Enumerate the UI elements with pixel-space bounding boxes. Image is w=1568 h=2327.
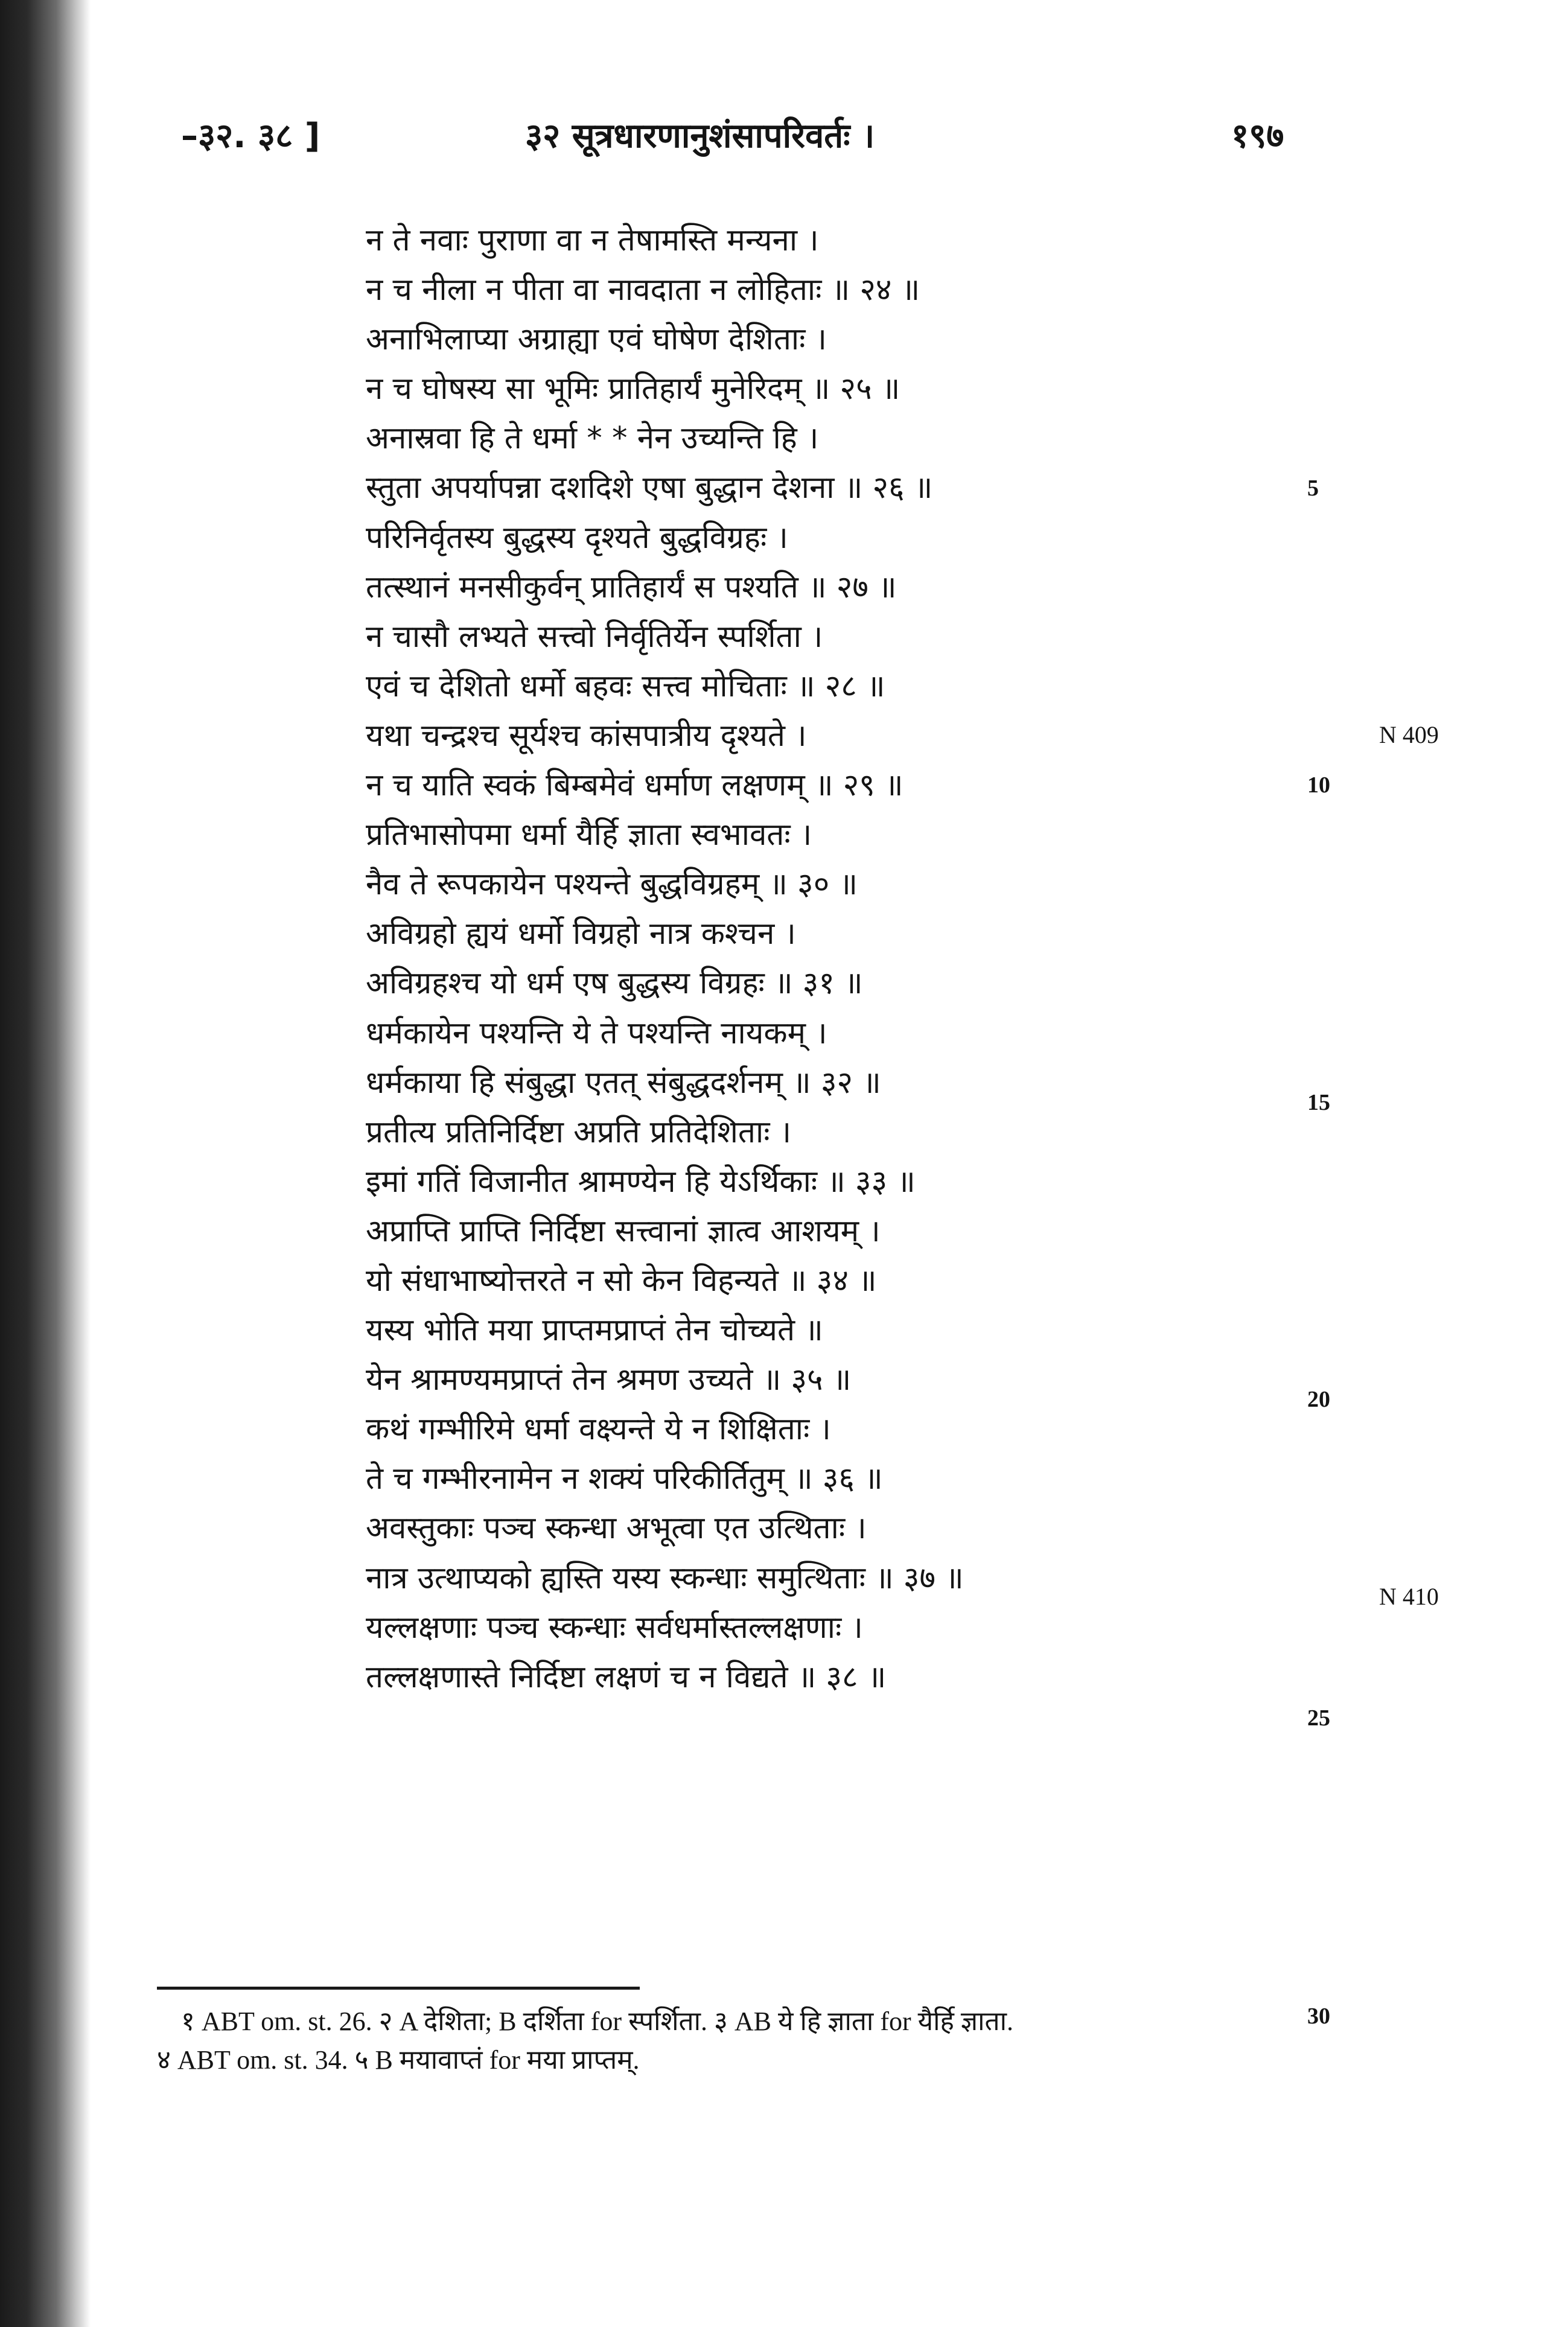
verse-line: एवं च देशितो धर्मो बहवः सत्त्व मोचिताः ॥ २८ ॥ <box>366 668 885 704</box>
verse-line: यस्य भोति मया प्राप्तमप्राप्तं तेन चोच्यते ॥ <box>366 1313 823 1349</box>
verse-line: अप्राप्ति प्राप्ति निर्दिष्टा सत्त्वानां ज्ञात्व आशयम् । <box>366 1213 881 1249</box>
manuscript-reference: N 410 <box>1379 1583 1439 1610</box>
verse-line: अवस्तुकाः पञ्च स्कन्धा अभूत्वा एत उत्थिताः । <box>366 1510 867 1547</box>
line-number: 10 <box>1307 772 1330 798</box>
verse-line: धर्मकाया हि संबुद्धा एतत् संबुद्धदर्शनम् ॥ ३२ ॥ <box>366 1065 881 1101</box>
line-number: 5 <box>1307 476 1319 501</box>
page-number: १९७ <box>1231 116 1284 156</box>
book-binding-shadow <box>0 0 91 2327</box>
verse-line: येन श्रामण्यमप्राप्तं तेन श्रमण उच्यते ॥ ३५ ॥ <box>366 1362 852 1398</box>
verse-line: कथं गम्भीरिमे धर्मा वक्ष्यन्ते ये न शिक्षिताः । <box>366 1412 831 1448</box>
line-number: 25 <box>1307 1705 1330 1731</box>
line-number: 20 <box>1307 1387 1330 1412</box>
verse-line: ते च गम्भीरनामेन न शक्यं परिकीर्तितुम् ॥ ३६ ॥ <box>366 1461 883 1497</box>
footnote-line: १ ABT om. st. 26. २ A देशिता; B दर्शिता for स्पर्शिता. ३ AB ये हि ज्ञाता for यैर्हि ज्ञाता. <box>181 2007 1013 2036</box>
verse-line: न च याति स्वकं बिम्बमेवं धर्माण लक्षणम् ॥ २९ ॥ <box>366 768 904 804</box>
verse-line: यथा चन्द्रश्च सूर्यश्च कांसपात्रीय दृश्यते । <box>366 718 807 754</box>
verse-block <box>366 216 1271 1702</box>
verse-line: स्तुता अपर्यापन्ना दशदिशे एषा बुद्धान देशना ॥ २६ ॥ <box>366 470 933 506</box>
verse-line: न चासौ लभ्यते सत्त्वो निर्वृतिर्येन स्पर्शिता । <box>366 619 823 655</box>
verse-line: अविग्रहश्च यो धर्म एष बुद्धस्य विग्रहः ॥ ३१ ॥ <box>366 966 863 1002</box>
verse-line: न च नीला न पीता वा नावदाता न लोहिताः ॥ २४ ॥ <box>366 272 920 308</box>
verse-line: नात्र उत्थाप्यको ह्यस्ति यस्य स्कन्धाः समुत्थिताः ॥ ३७ ॥ <box>366 1560 964 1596</box>
verse-line: तत्स्थानं मनसीकुर्वन् प्रातिहार्यं स पश्यति ॥ २७ ॥ <box>366 569 897 605</box>
verse-line: धर्मकायेन पश्यन्ति ये ते पश्यन्ति नायकम् । <box>366 1015 827 1051</box>
verse-line: न ते नवाः पुराणा वा न तेषामस्ति मन्यना । <box>366 223 819 258</box>
verse-line: प्रतीत्य प्रतिनिर्दिष्टा अप्रति प्रतिदेशिताः । <box>366 1114 792 1150</box>
verse-line: यल्लक्षणाः पञ्च स्कन्धाः सर्वधर्मास्तल्लक्षणाः । <box>366 1609 863 1646</box>
verse-line: परिनिर्वृतस्य बुद्धस्य दृश्यते बुद्धविग्रहः । <box>366 520 788 556</box>
footnote-separator <box>157 1987 640 1990</box>
line-number: 15 <box>1307 1090 1330 1115</box>
verse-line: यो संधाभाष्योत्तरते न सो केन विहन्यते ॥ ३४ ॥ <box>366 1262 877 1299</box>
verse-line: प्रतिभासोपमा धर्मा यैर्हि ज्ञाता स्वभावतः । <box>366 817 812 853</box>
verse-line: इमां गतिं विजानीत श्रामण्येन हि येऽर्थिकाः ॥ ३३ ॥ <box>366 1164 916 1200</box>
footnotes <box>157 2002 1328 2080</box>
footnote-line: ४ ABT om. st. 34. ५ B मयावाप्तं for मया प्राप्तम्. <box>157 2045 640 2075</box>
verse-line: अनाभिलाप्या अग्राह्या एवं घोषेण देशिताः । <box>366 322 827 358</box>
verse-line: न च घोषस्य सा भूमिः प्रातिहार्यं मुनेरिदम् ॥ २५ ॥ <box>366 371 900 407</box>
verse-line: नैव ते रूपकायेन पश्यन्ते बुद्धविग्रहम् ॥ ३० ॥ <box>366 867 858 903</box>
verse-line: तल्लक्षणास्ते निर्दिष्टा लक्षणं च न विद्यते ॥ ३८ ॥ <box>366 1659 887 1695</box>
line-number: 30 <box>1307 2004 1330 2029</box>
verse-line: अविग्रहो ह्ययं धर्मो विग्रहो नात्र कश्चन । <box>366 916 796 952</box>
verse-line: अनास्रवा हि ते धर्मा * * नेन उच्यन्ति हि । <box>366 421 819 457</box>
manuscript-reference: N 409 <box>1379 721 1439 748</box>
chapter-title: ३२ सूत्रधारणानुशंसापरिवर्तः । <box>525 116 875 156</box>
header-verse-range: –३२. ३८ ] <box>181 116 320 156</box>
